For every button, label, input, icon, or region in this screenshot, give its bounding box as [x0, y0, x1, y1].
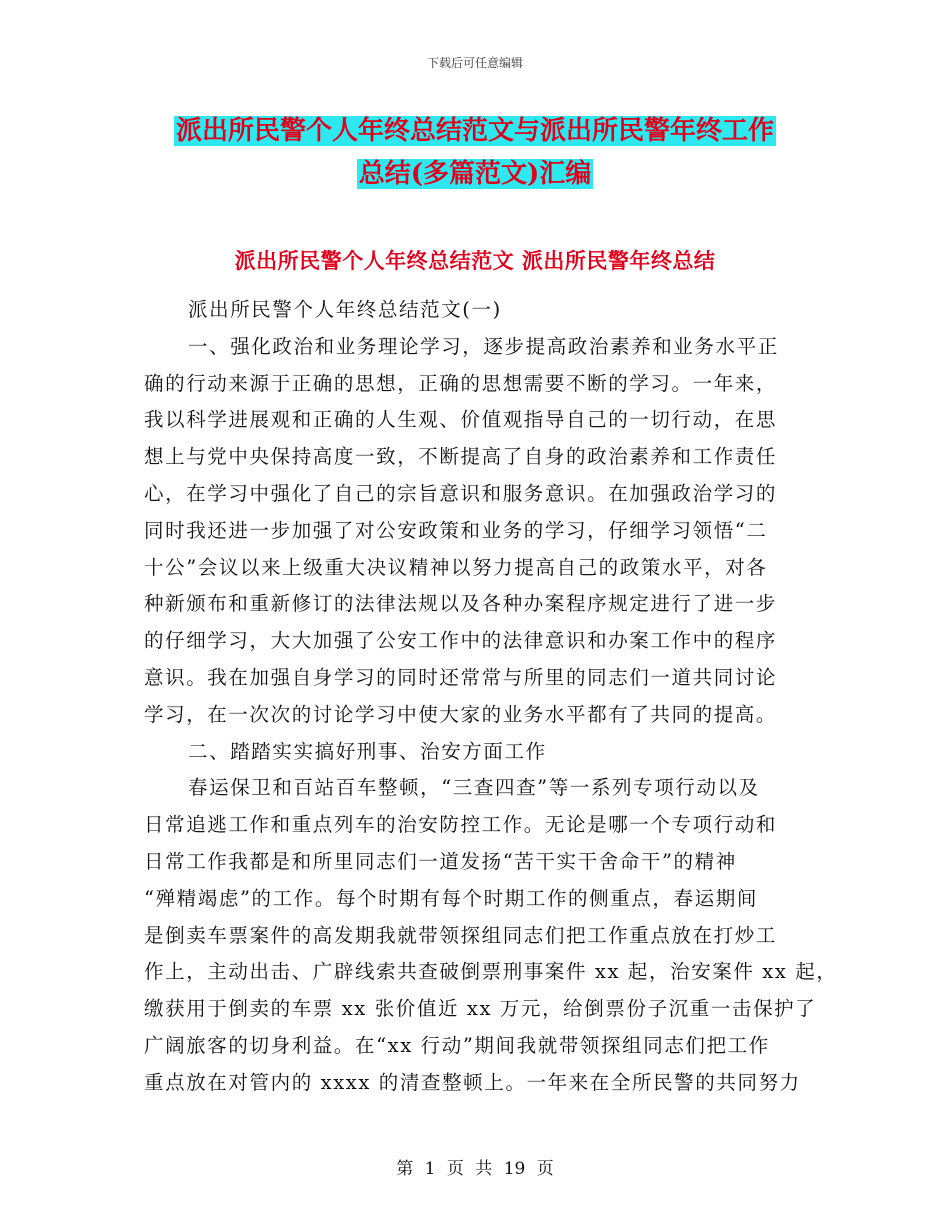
header-note: 下载后可任意编辑 — [426, 56, 523, 70]
body-text-line: 日常工作我都是和所里同志们一道发扬“苦干实干舍命干”的精神 — [144, 849, 737, 873]
body-text-line: 种新颁布和重新修订的法律法规以及各种办案程序规定进行了进一步 — [144, 592, 778, 616]
page-number-footer: 第 1 页 共 19 页 — [396, 1159, 554, 1179]
body-text-line: 二、踏踏实实搞好刑事、治安方面工作 — [188, 739, 547, 763]
body-text-line: 是倒卖车票案件的高发期我就带领探组同志们把工作重点放在打炒工 — [144, 923, 778, 947]
body-text-line: 十公”会议以来上级重大决议精神以努力提高自己的政策水平，对各 — [144, 555, 768, 579]
body-text-line: 作上，主动出击、广辟线索共查破倒票刑事案件 xx 起，治安案件 xx 起， — [144, 960, 838, 984]
body-text-line: 重点放在对管内的 xxxx 的清查整顿上。一年来在全所民警的共同努力 — [144, 1070, 801, 1094]
body-text-line: 派出所民警个人年终总结范文(一) — [188, 298, 502, 321]
document-title-line-1-text: 派出所民警个人年终总结范文与派出所民警年终工作 — [175, 116, 774, 146]
body-text-line: 意识。我在加强自身学习的同时还常常与所里的同志们一道共同讨论 — [144, 665, 778, 689]
document-body — [144, 292, 838, 1102]
document-title-line-1 — [0, 113, 950, 149]
body-text-line: 我以科学进展观和正确的人生观、价值观指导自己的一切行动，在思 — [144, 408, 778, 432]
body-text-line: 春运保卫和百站百车整顿，“三查四查”等一系列专项行动以及 — [188, 776, 760, 800]
document-title-line-2 — [0, 156, 950, 192]
body-text-line: 一、强化政治和业务理论学习，逐步提高政治素养和业务水平正 — [188, 334, 779, 358]
body-text-line: 的仔细学习，大大加强了公安工作中的法律意识和办案工作中的程序 — [144, 629, 778, 653]
body-text-line: 缴获用于倒卖的车票 xx 张价值近 xx 万元，给倒票份子沉重一击保护了 — [144, 997, 817, 1021]
body-text-line: “殚精竭虑”的工作。每个时期有每个时期工作的侧重点，春运期间 — [144, 886, 758, 910]
body-text-line: 想上与党中央保持高度一致，不断提高了自身的政治素养和工作责任 — [144, 445, 778, 469]
body-text-line: 学习，在一次次的讨论学习中使大家的业务水平都有了共同的提高。 — [144, 702, 778, 726]
body-text-line: 同时我还进一步加强了对公安政策和业务的学习，仔细学习领悟“二 — [144, 518, 768, 542]
body-text-line: 广阔旅客的切身利益。在“xx 行动”期间我就带领探组同志们把工作 — [144, 1033, 770, 1057]
body-text-line: 日常追逃工作和重点列车的治安防控工作。无论是哪一个专项行动和 — [144, 813, 778, 837]
body-text-line: 心，在学习中强化了自己的宗旨意识和服务意识。在加强政治学习的 — [144, 481, 778, 505]
body-text-line: 确的行动来源于正确的思想，正确的思想需要不断的学习。一年来， — [144, 371, 778, 395]
document-subtitle: 派出所民警个人年终总结范文 派出所民警年终总结 — [234, 248, 716, 273]
document-title-line-2-text: 总结(多篇范文)汇编 — [358, 159, 592, 189]
